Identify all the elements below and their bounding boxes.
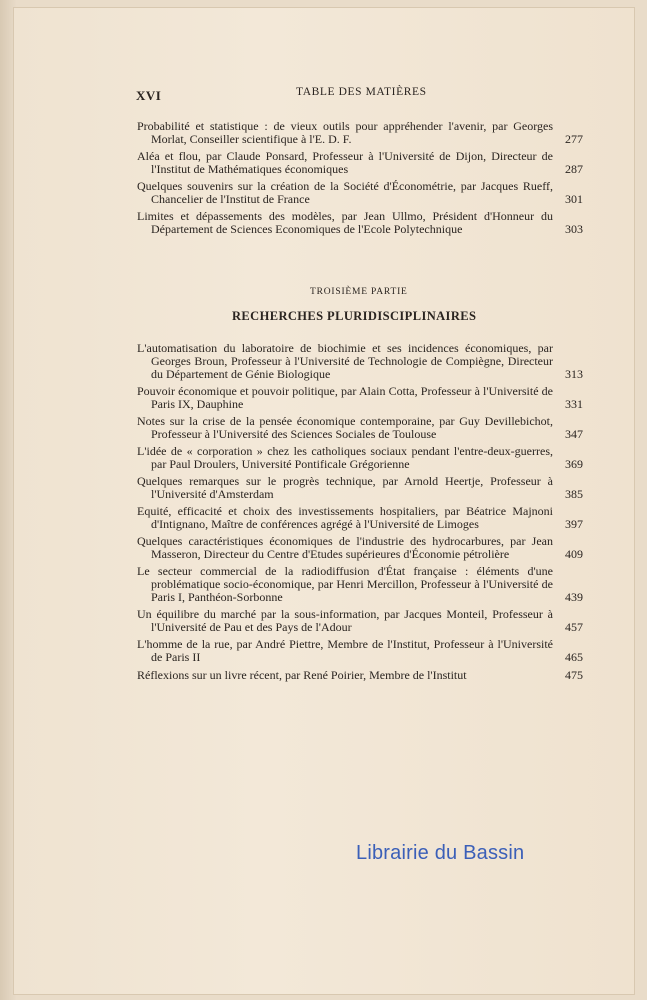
toc-entry [137, 210, 583, 236]
toc-entry-text: Aléa et flou, par Claude Ponsard, Professeur à l'Université de Dijon, Directeur de l'Institut de Mathématiques économiques [137, 149, 553, 176]
toc-entry-page: 475 [565, 667, 583, 682]
toc-entry [137, 342, 583, 380]
toc-entry-text: L'automatisation du laboratoire de biochimie et ses incidences économiques, par Georges Broun, Professeur à l'Université de Technologie de Compiègne, Directeur du Département de Génie Biologique [137, 341, 553, 381]
toc-entry [137, 120, 583, 146]
toc-entry-page: 465 [565, 650, 583, 665]
toc-entry-page: 313 [565, 366, 583, 381]
toc-entry-page: 347 [565, 426, 583, 441]
toc-entry [137, 535, 583, 561]
toc-entry-page: 303 [565, 222, 583, 237]
toc-entry-text: Limites et dépassements des modèles, par Jean Ullmo, Président d'Honneur du Département de Sciences Economiques de l'Ecole Polytechnique [137, 209, 553, 237]
toc-entry-page: 439 [565, 590, 583, 605]
toc-entry-page: 385 [565, 486, 583, 501]
toc-entry-text: Notes sur la crise de la pensée économique contemporaine, par Guy Devillebichot, Professeur à l'Université des Sciences Sociales de Toulouse [137, 413, 553, 441]
toc-entry-page: 457 [565, 620, 583, 635]
toc-entry [137, 608, 583, 634]
toc-entry [137, 669, 583, 682]
toc-entry-page: 301 [565, 191, 583, 206]
seller-watermark: Librairie du Bassin [356, 842, 525, 864]
section-title: RECHERCHES PLURIDISCIPLINAIRES [232, 309, 477, 323]
part-label: TROISIÈME PARTIE [310, 287, 408, 297]
toc-entry [137, 445, 583, 471]
toc-entry [137, 565, 583, 603]
toc-entry-text: L'homme de la rue, par André Piettre, Membre de l'Institut, Professeur à l'Université de Paris II [137, 637, 553, 665]
toc-list-top [137, 120, 583, 240]
toc-entry-text: Un équilibre du marché par la sous-information, par Jacques Monteil, Professeur à l'Université de Pau et des Pays de l'Adour [137, 607, 553, 635]
toc-entry-text: Equité, efficacité et choix des investissements hospitaliers, par Béatrice Majnoni d'Intignano, Maître de conférences agrégé à l'Université de Limoges [137, 504, 553, 532]
toc-entry-text: Quelques souvenirs sur la création de la Société d'Économétrie, par Jacques Rueff, Chancelier de l'Institut de France [137, 179, 553, 206]
toc-entry-text: L'idée de « corporation » chez les catholiques sociaux pendant l'entre-deux-guerres, par Paul Droulers, Université Pontificale Grégorienne [137, 444, 553, 471]
toc-entry [137, 638, 583, 664]
toc-entry [137, 415, 583, 441]
toc-entry-page: 369 [565, 456, 583, 471]
toc-entry-text: Probabilité et statistique : de vieux outils pour appréhender l'avenir, par Georges Morlat, Conseiller scientifique à l'E. D. F. [137, 119, 553, 146]
toc-entry [137, 385, 583, 411]
page-header [136, 86, 556, 106]
toc-entry-text: Réflexions sur un livre récent, par René Poirier, Membre de l'Institut [137, 667, 467, 682]
toc-list-bottom [137, 342, 583, 686]
toc-entry [137, 475, 583, 501]
running-title: TABLE DES MATIÈRES [296, 86, 427, 98]
toc-entry-text: Pouvoir économique et pouvoir politique, par Alain Cotta, Professeur à l'Université de Paris IX, Dauphine [137, 383, 553, 411]
toc-entry [137, 180, 583, 206]
toc-entry-text: Quelques caractéristiques économiques de l'industrie des hydrocarbures, par Jean Masseron, Directeur du Centre d'Etudes supérieures d'Économie pétrolière [137, 534, 553, 562]
toc-entry [137, 505, 583, 531]
toc-entry-text: Le secteur commercial de la radiodiffusion d'État française : éléments d'une problématique socio-économique, par Henri Mercillon, Professeur à l'Université de Paris I, Panthéon-Sorbonne [137, 564, 553, 605]
toc-entry [137, 150, 583, 176]
page-number: XVI [136, 88, 162, 103]
toc-entry-page: 331 [565, 396, 583, 411]
toc-entry-page: 397 [565, 517, 583, 532]
toc-entry-page: 277 [565, 131, 583, 146]
toc-entry-page: 409 [565, 547, 583, 562]
toc-entry-text: Quelques remarques sur le progrès technique, par Arnold Heertje, Professeur à l'Université d'Amsterdam [137, 474, 553, 501]
toc-entry-page: 287 [565, 161, 583, 176]
